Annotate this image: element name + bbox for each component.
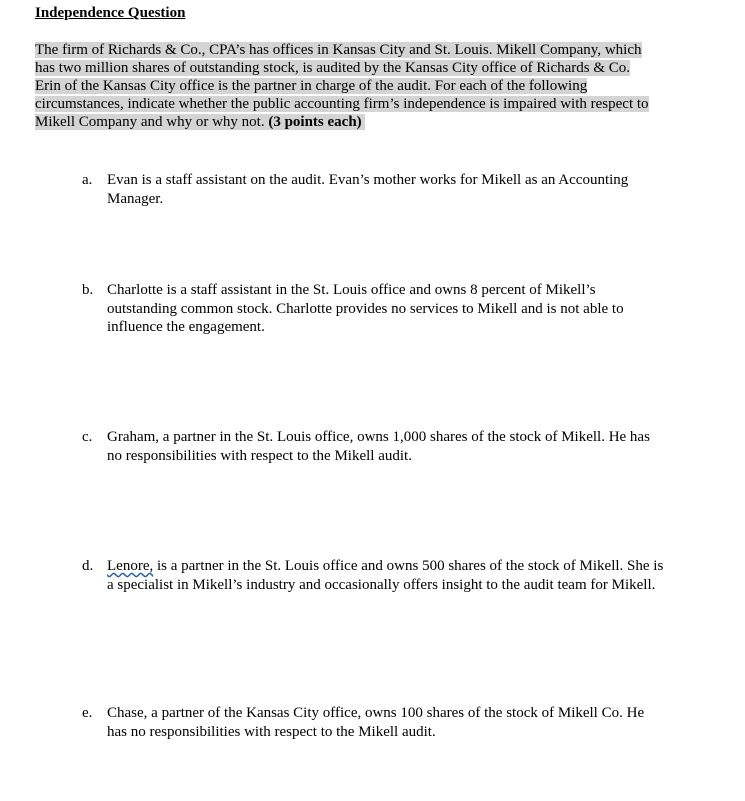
item-c-line-1: Graham, a partner in the St. Louis office, owns 1,000 shares of the stock of Mikell. He has <box>107 429 650 445</box>
item-marker: a. <box>82 172 93 188</box>
intro-line-4: circumstances, indicate whether the public accounting firm’s independence is impaired with respect to <box>35 96 649 112</box>
item-b-line-2: outstanding common stock. Charlotte provides no services to Mikell and is not able to <box>107 300 624 317</box>
item-e-line-2: has no responsibilities with respect to the Mikell audit. <box>107 723 436 740</box>
spellcheck-flagged-word[interactable]: Lenore, <box>107 558 154 574</box>
item-marker: b. <box>82 282 94 298</box>
item-marker: e. <box>82 705 93 721</box>
item-d-line-2: a specialist in Mikell’s industry and occasionally offers insight to the audit team for Mikell. <box>107 576 656 593</box>
intro-line-2: has two million shares of outstanding stock, is audited by the Kansas City office of Richards & Co. <box>35 60 631 76</box>
item-marker: d. <box>82 558 94 574</box>
item-d-line-1: is a partner in the St. Louis office and owns 500 shares of the stock of Mikell. She is <box>153 558 664 574</box>
intro-paragraph <box>35 41 715 131</box>
page-title: Independence Question <box>35 5 186 21</box>
item-marker: c. <box>82 429 93 445</box>
item-a-line-1: Evan is a staff assistant on the audit. Evan’s mother works for Mikell as an Accounting <box>107 172 629 188</box>
item-b-line-1: Charlotte is a staff assistant in the St. Louis office and owns 8 percent of Mikell’s <box>107 282 596 298</box>
item-b-line-3: influence the engagement. <box>107 319 265 335</box>
intro-line-3: Erin of the Kansas City office is the partner in charge of the audit. For each of the following <box>35 78 588 94</box>
item-e-line-1: Chase, a partner of the Kansas City office, owns 100 shares of the stock of Mikell Co. He <box>107 705 645 721</box>
item-c-line-2: no responsibilities with respect to the Mikell audit. <box>107 447 412 464</box>
item-a-line-2: Manager. <box>107 190 164 207</box>
intro-line-5: Mikell Company and why or why not. <box>35 114 269 130</box>
points-note: (3 points each) <box>268 114 362 130</box>
intro-line-1: The firm of Richards & Co., CPA’s has offices in Kansas City and St. Louis. Mikell Company, which <box>35 42 642 58</box>
